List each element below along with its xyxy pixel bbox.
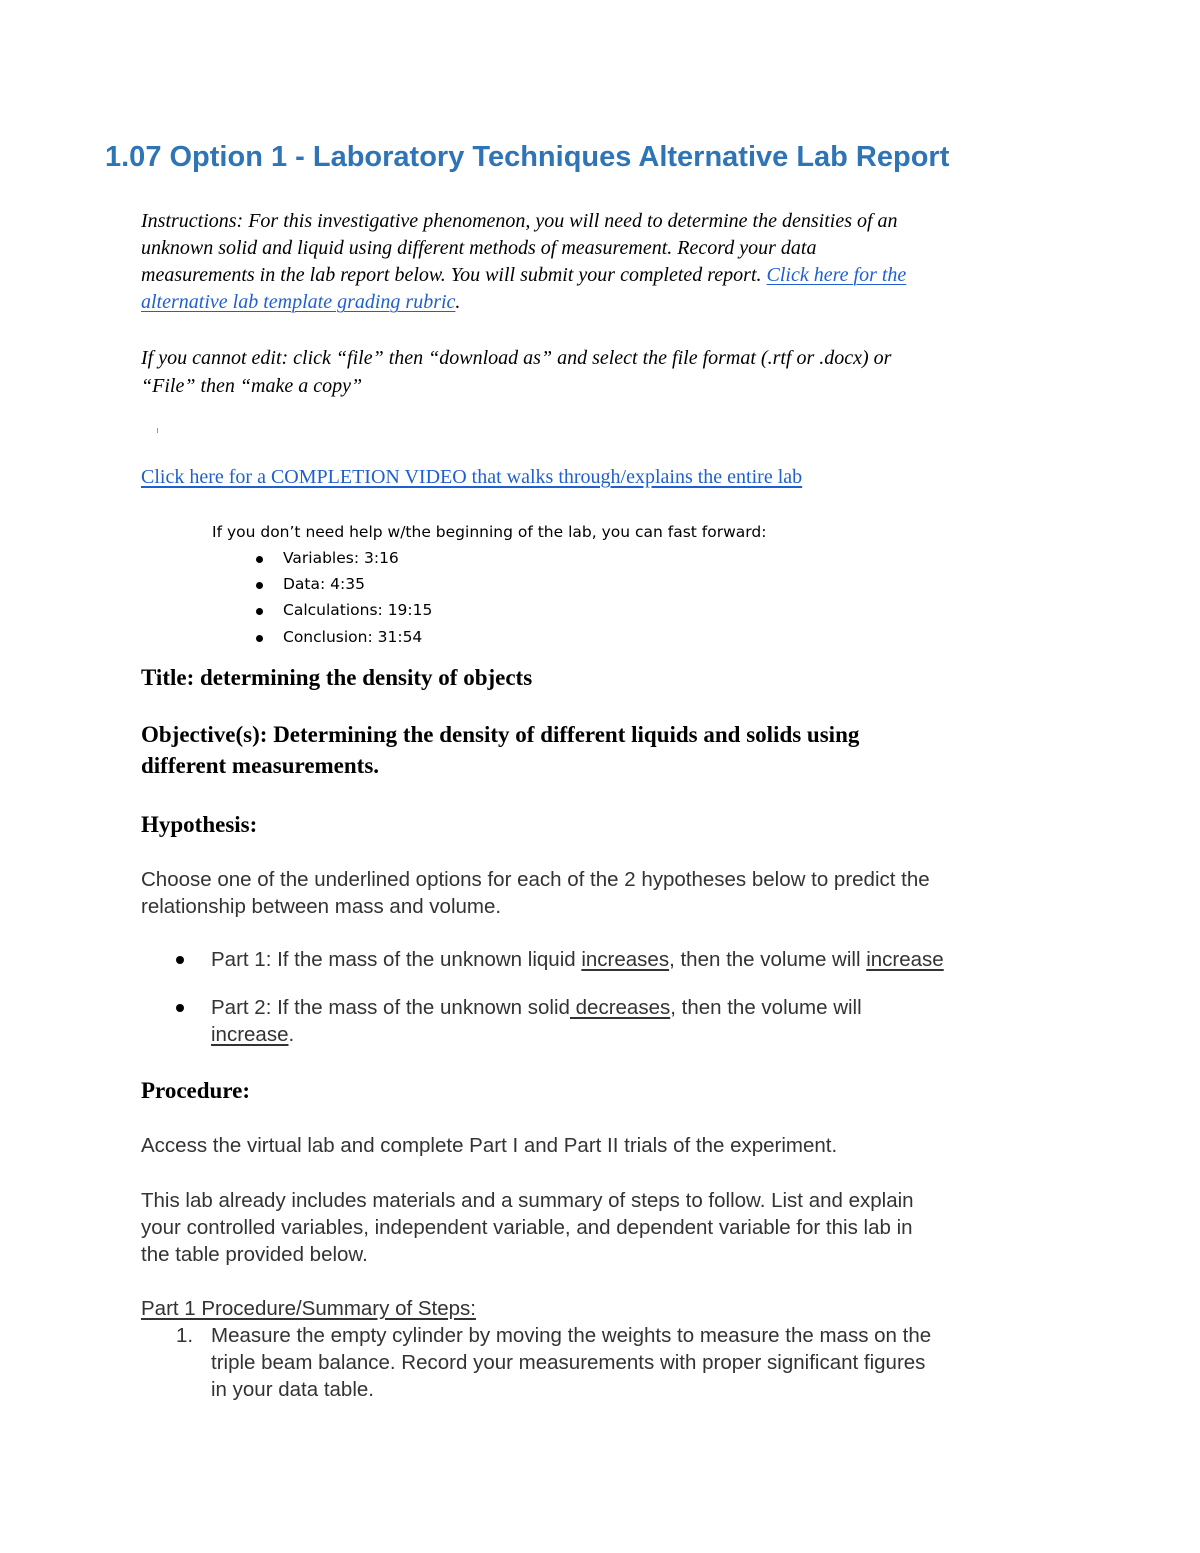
option-increases: increases xyxy=(581,948,670,971)
instructions-line-1: Instructions: For this investigative phenomenon, you will need to determine the densities of an xyxy=(141,210,898,232)
hypothesis-part-2-end: . xyxy=(288,1023,295,1046)
part-1-procedure-heading: Part 1 Procedure/Summary of Steps: xyxy=(141,1297,476,1320)
hypothesis-intro-line-2: relationship between mass and volume. xyxy=(141,895,502,918)
instructions-line-4 xyxy=(141,289,460,316)
fast-forward-item: Calculations: 19:15 xyxy=(283,601,433,619)
page-title: 1.07 Option 1 - Laboratory Techniques Alternative Lab Report xyxy=(105,141,950,173)
instructions-line-3 xyxy=(141,262,906,289)
step-number: 1. xyxy=(176,1324,194,1347)
step-1-line-2: triple beam balance. Record your measurements with proper significant figures xyxy=(211,1351,926,1374)
bullet-icon xyxy=(256,635,263,642)
bullet-icon xyxy=(256,608,263,615)
fast-forward-item: Variables: 3:16 xyxy=(283,549,399,567)
objective-line-2: different measurements. xyxy=(141,753,380,778)
bullet-icon xyxy=(176,956,184,964)
instructions-period: . xyxy=(455,291,461,313)
hypothesis-intro-line-1: Choose one of the underlined options for each of the 2 hypotheses below to predict the xyxy=(141,868,930,891)
completion-video-link[interactable]: Click here for a COMPLETION VIDEO that walks through/explains the entire lab xyxy=(141,466,803,488)
hypothesis-heading: Hypothesis: xyxy=(141,812,258,837)
objective-line-1: Objective(s): Determining the density of different liquids and solids using xyxy=(141,722,860,747)
instructions-line-2: unknown solid and liquid using different methods of measurement. Record your data xyxy=(141,237,817,259)
rubric-link-part-2[interactable]: alternative lab template grading rubric xyxy=(141,291,456,313)
procedure-paragraph-1: Access the virtual lab and complete Part I and Part II trials of the experiment. xyxy=(141,1134,838,1157)
fast-forward-item: Data: 4:35 xyxy=(283,575,365,593)
instructions-text: measurements in the lab report below. You will submit your completed report. xyxy=(141,264,767,286)
step-1-line-1: Measure the empty cylinder by moving the weights to measure the mass on the xyxy=(211,1324,932,1347)
option-decreases: decreases xyxy=(569,996,671,1019)
procedure-paragraph-2-line-3: the table provided below. xyxy=(141,1243,368,1266)
rubric-link-part-1[interactable]: Click here for the xyxy=(766,264,907,286)
option-increase: increase xyxy=(866,948,944,971)
fast-forward-item: Conclusion: 31:54 xyxy=(283,628,423,646)
stray-mark xyxy=(157,428,158,433)
option-increase: increase xyxy=(211,1023,289,1046)
edit-note-line-1: If you cannot edit: click “file” then “download as” and select the file format (.rtf or .docx) or xyxy=(141,347,892,369)
hypothesis-part-2-mid: , then the volume will xyxy=(670,996,862,1019)
fast-forward-intro: If you don’t need help w/the beginning of the lab, you can fast forward: xyxy=(212,523,767,541)
lab-title: Title: determining the density of objects xyxy=(141,665,533,690)
procedure-heading: Procedure: xyxy=(141,1078,251,1103)
hypothesis-part-1 xyxy=(211,946,944,973)
edit-note-line-2: “File” then “make a copy” xyxy=(141,375,363,397)
hypothesis-part-2-line-2 xyxy=(211,1021,294,1048)
procedure-paragraph-2-line-1: This lab already includes materials and a summary of steps to follow. List and explain xyxy=(141,1189,914,1212)
hypothesis-part-1-mid: , then the volume will xyxy=(669,948,867,971)
hypothesis-part-2-line-1 xyxy=(211,994,862,1021)
procedure-paragraph-2-line-2: your controlled variables, independent variable, and dependent variable for this lab in xyxy=(141,1216,913,1239)
hypothesis-part-1-text: Part 1: If the mass of the unknown liquid xyxy=(211,948,582,971)
bullet-icon xyxy=(176,1004,184,1012)
hypothesis-part-2-text: Part 2: If the mass of the unknown solid xyxy=(211,996,570,1019)
step-1-line-3: in your data table. xyxy=(211,1378,374,1401)
bullet-icon xyxy=(256,582,263,589)
bullet-icon xyxy=(256,556,263,563)
